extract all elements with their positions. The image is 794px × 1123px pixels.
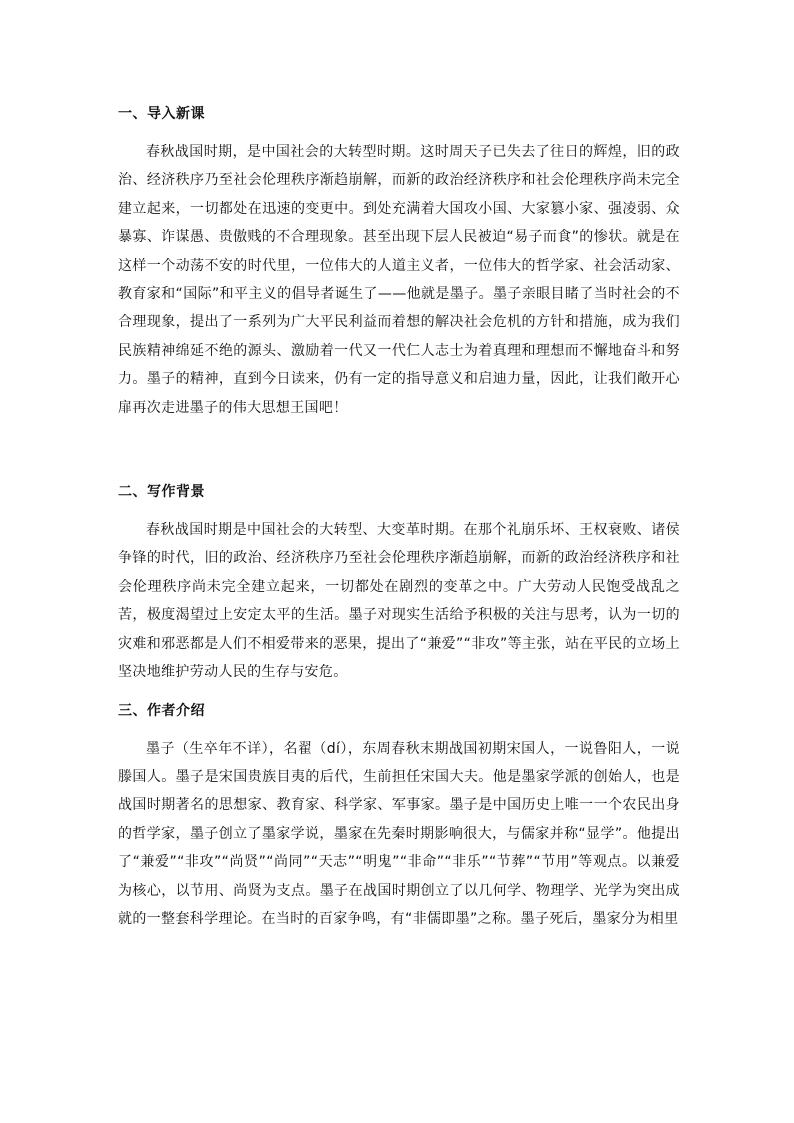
section-paragraph-background: 春秋战国时期是中国社会的大转型、大变革时期。在那个礼崩乐坏、王权衰败、诸侯争锋的时代，旧的政治、经济秩序乃至社会伦理秩序渐趋崩解，而新的政治经济秩序和社会伦理秩序尚未完全建立起来，一切都处在剧烈的变革之中。广大劳动人民饱受战乱之苦，极度渴望过上安定太平的生活。墨子对现实生活给予积极的关注与思考，认为一切的灾难和邪恶都是人们不相爱带来的恶果，提出了“兼爱”“非攻”等主张，站在平民的立场上坚决地维护劳动人民的生存与安危。 (118, 522, 680, 681)
document-content (118, 100, 680, 933)
section-heading-author: 三、作者介绍 (118, 702, 205, 719)
section-paragraph-author: 墨子（生卒年不详），名翟（dí），东周春秋末期战国初期宋国人，一说鲁阳人，一说滕国人。墨子是宋国贵族目夷的后代，生前担任宋国大夫。他是墨家学派的创始人，也是战国时期著名的思想家、教育家、科学家、军事家。墨子是中国历史上唯一一个农民出身的哲学家，墨子创立了墨家学说，墨家在先秦时期影响很大，与儒家并称“显学”。他提出了“兼爱”“非攻”“尚贤”“尚同”“天志”“明鬼”“非命”“非乐”“节葬”“节用”等观点。以兼爱为核心，以节用、尚贤为支点。墨子在战国时期创立了以几何学、物理学、光学为突出成就的一整套科学理论。在当时的百家争鸣，有“非儒即墨”之称。墨子死后，墨家分为相里 (118, 740, 680, 927)
section-heading-intro: 一、导入新课 (118, 106, 205, 122)
section-paragraph-intro: 春秋战国时期，是中国社会的大转型时期。这时周天子已失去了往日的辉煌，旧的政治、经济秩序乃至社会伦理秩序渐趋崩解，而新的政治经济秩序和社会伦理秩序尚未完全建立起来，一切都处在迅速的变更中。到处充满着大国攻小国、大家篡小家、强凌弱、众暴寡、诈谋愚、贵傲贱的不合理现象。甚至出现下层人民被迫“易子而食”的惨状。就是在这样一个动荡不安的时代里，一位伟大的人道主义者，一位伟大的哲学家、社会活动家、教育家和“国际”和平主义的倡导者诞生了——他就是墨子。墨子亲眼目睹了当时社会的不合理现象，提出了一系列为广大平民利益而着想的解决社会危机的方针和措施，成为我们民族精神绵延不绝的源头、激励着一代又一代仁人志士为着真理和理想而不懈地奋斗和努力。墨子的精神，直到今日读来，仍有一定的指导意义和启迪力量，因此，让我们敞开心扉再次走进墨子的伟大思想王国吧！ (118, 144, 680, 416)
section-heading-background: 二、写作背景 (118, 484, 205, 501)
